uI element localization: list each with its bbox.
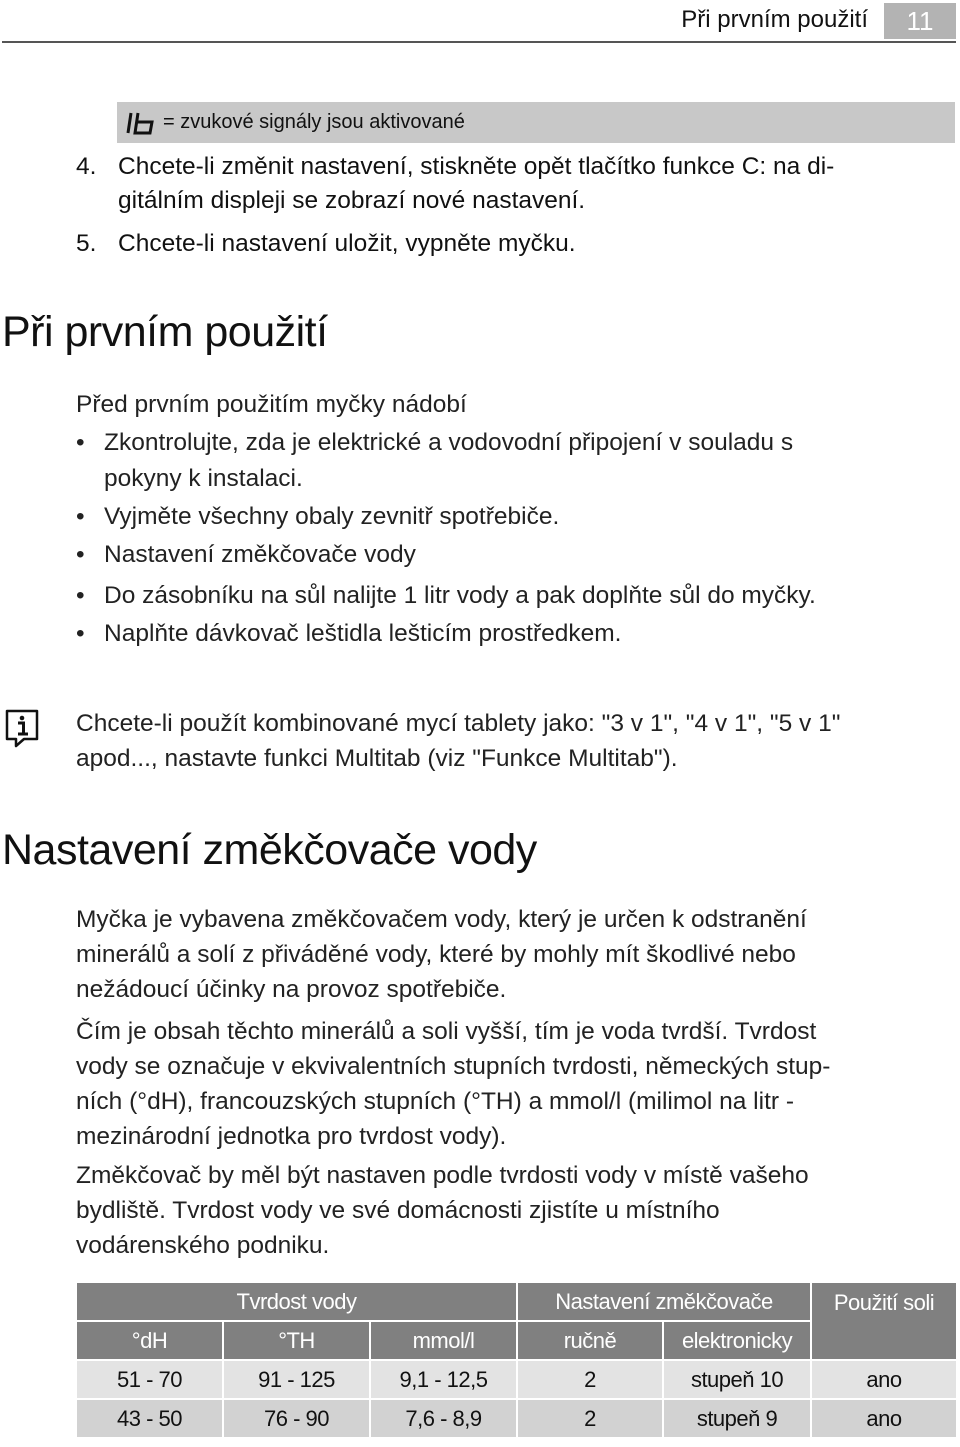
info-icon: [4, 708, 40, 748]
bullet-text-line: Do zásobníku na sůl nalijte 1 litr vody a pak doplňte sůl do myčky.: [104, 582, 816, 609]
bullet-item: [76, 537, 956, 573]
bullet-text-line: Naplňte dávkovač leštidla lešticím prostředkem.: [104, 620, 622, 647]
table-cell: ano: [811, 1399, 957, 1438]
paragraph-line: bydliště. Tvrdost vody ve své domácnosti zjistíte u místního: [76, 1197, 720, 1224]
step-text-line: gitálním displeji se zobrazí nové nastavení.: [118, 187, 586, 214]
paragraph-line: minerálů a solí z přiváděné vody, které by mohly mít škodlivé nebo: [76, 941, 796, 968]
section-title-water-softener: Nastavení změkčovače vody: [2, 826, 537, 874]
sound-signal-notice: [117, 102, 955, 143]
bullet-item: [76, 499, 956, 535]
table-row: [76, 1360, 957, 1399]
table-cell: 7,6 - 8,9: [370, 1399, 517, 1438]
table-cell: 76 - 90: [223, 1399, 370, 1438]
header-softener-setting: Nastavení změkčovače: [517, 1282, 811, 1321]
bullet-item: [76, 616, 956, 652]
first-use-intro: Před prvním použitím myčky nádobí: [76, 391, 467, 418]
bullet-item: [76, 425, 956, 497]
paragraph-line: nežádoucí účinky na provoz spotřebiče.: [76, 976, 507, 1003]
bullet-dot: •: [76, 582, 85, 609]
bullet-dot: •: [76, 429, 85, 456]
bullet-text-line: pokyny k instalaci.: [104, 465, 303, 492]
info-note-line: apod..., nastavte funkci Multitab (viz "Funkce Multitab").: [76, 745, 678, 772]
table-row: [76, 1399, 957, 1438]
step-5: [76, 227, 956, 261]
paragraph-line: vody se označuje v ekvivalentních stupních tvrdosti, německých stup-: [76, 1053, 831, 1080]
step-number: 5.: [76, 230, 97, 257]
header-divider: [2, 41, 956, 43]
paragraph-line: ních (°dH), francouzských stupních (°TH) a mmol/l (milimol na litr -: [76, 1088, 795, 1115]
table-cell: 51 - 70: [76, 1360, 223, 1399]
table-cell: 9,1 - 12,5: [370, 1360, 517, 1399]
page-number-badge: 11: [884, 3, 956, 39]
step-4: [76, 150, 956, 218]
bullet-dot: •: [76, 620, 85, 647]
bullet-item: [76, 578, 956, 614]
step-text-line: Chcete-li změnit nastavení, stiskněte opět tlačítko funkce C: na di-: [118, 153, 835, 180]
step-text-line: Chcete-li nastavení uložit, vypněte myčku.: [118, 230, 576, 257]
bullet-dot: •: [76, 541, 85, 568]
header-electronic: elektronicky: [663, 1321, 811, 1360]
paragraph-line: Myčka je vybavena změkčovačem vody, který je určen k odstranění: [76, 906, 807, 933]
table-cell: ano: [811, 1360, 957, 1399]
header-manual: ručně: [517, 1321, 663, 1360]
header-dh: °dH: [76, 1321, 223, 1360]
bullet-text-line: Zkontrolujte, zda je elektrické a vodovodní připojení v souladu s: [104, 429, 794, 456]
table-cell: stupeň 10: [663, 1360, 811, 1399]
bullet-text-line: Nastavení změkčovače vody: [104, 541, 416, 568]
table-cell: stupeň 9: [663, 1399, 811, 1438]
paragraph-line: mezinárodní jednotka pro tvrdost vody).: [76, 1123, 507, 1150]
info-note-line: Chcete-li použít kombinované mycí tablety jako: "3 v 1", "4 v 1", "5 v 1": [76, 710, 841, 737]
bullet-dot: •: [76, 503, 85, 530]
table-cell: 2: [517, 1399, 663, 1438]
section-title-first-use: Při prvním použití: [2, 308, 328, 356]
header-salt-usage: Použití soli: [811, 1282, 957, 1360]
paragraph-line: Změkčovač by měl být nastaven podle tvrdosti vody v místě vašeho: [76, 1162, 809, 1189]
running-header-title: Při prvním použití: [681, 6, 868, 33]
notice-text: = zvukové signály jsou aktivované: [163, 111, 465, 133]
table-cell: 91 - 125: [223, 1360, 370, 1399]
bullet-text-line: Vyjměte všechny obaly zevnitř spotřebiče.: [104, 503, 560, 530]
header-water-hardness: Tvrdost vody: [76, 1282, 517, 1321]
table-cell: 2: [517, 1360, 663, 1399]
table-cell: 43 - 50: [76, 1399, 223, 1438]
table-header-row: [76, 1282, 957, 1321]
paragraph-line: vodárenského podniku.: [76, 1232, 330, 1259]
lb-display-icon: [123, 110, 157, 136]
water-hardness-table: [75, 1281, 958, 1439]
paragraph-line: Čím je obsah těchto minerálů a soli vyšší, tím je voda tvrdší. Tvrdost: [76, 1018, 817, 1045]
header-th: °TH: [223, 1321, 370, 1360]
step-number: 4.: [76, 153, 97, 180]
header-mmol: mmol/l: [370, 1321, 517, 1360]
